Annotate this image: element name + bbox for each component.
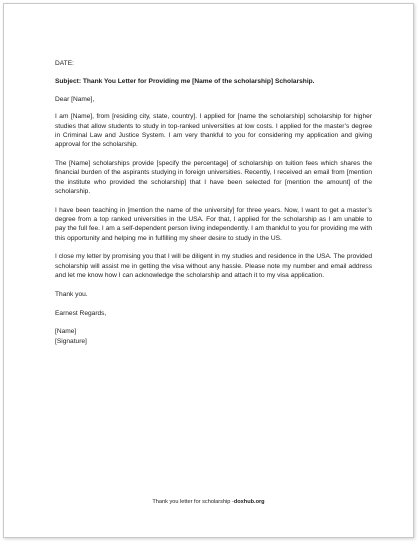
footer-text: Thank you letter for scholarship - (152, 499, 234, 505)
subject-line: Subject: Thank You Letter for Providing me [Name of the scholarship] Scholarship. (55, 77, 315, 85)
date-line: DATE: (55, 60, 74, 67)
paragraph-closing: I close my letter by promising you that I will be diligent in my studies and residence in the USA. The provided scholarship will assist me in getting the visa without any hassle. Please note my number and email address and let me know how I can acknowledge the scholarship and attach it to my visa application. (55, 253, 372, 280)
paragraph-scholarship-details: The [Name] scholarships provide [specify the percentage] of scholarship on tuition fees which shares the financial burden of the aspirants studying in foreign universities. Recently, I received an email from [mention the institute who provided the scholarship] that I have been selected for [mention the amount] of the scholarship. (55, 160, 372, 195)
thanks-line: Thank you. (55, 290, 88, 298)
document-page (3, 3, 414, 538)
signature-line: [Signature] (55, 337, 87, 345)
signature-name: [Name] (55, 328, 77, 336)
paragraph-intro: I am [Name], from [residing city, state, country]. I applied for [name the scholarship] scholarship for higher studies that allow students to study in top-ranked universities at low costs. I applied for the master’s degree in Criminal Law and Justice System. I am very thankful to you for considering my application and giving approval for the scholarship. (55, 113, 372, 149)
letter-body (55, 59, 372, 346)
page-footer (4, 499, 413, 505)
closing-line: Earnest Regards, (55, 310, 107, 318)
footer-site: doxhub.org (233, 499, 265, 505)
salutation: Dear [Name], (55, 95, 95, 103)
paragraph-background: I have been teaching in [mention the name of the university] for three years. Now, I want to get a master’s degree from a top ranked universities in the USA. For that, I applied for the scholarship as I am unable to pay the full fee. I am a self-dependent person living independently. I am thankful to you for providing me with this opportunity and helping me in fulfilling my sheer desire to study in the US. (55, 206, 372, 242)
